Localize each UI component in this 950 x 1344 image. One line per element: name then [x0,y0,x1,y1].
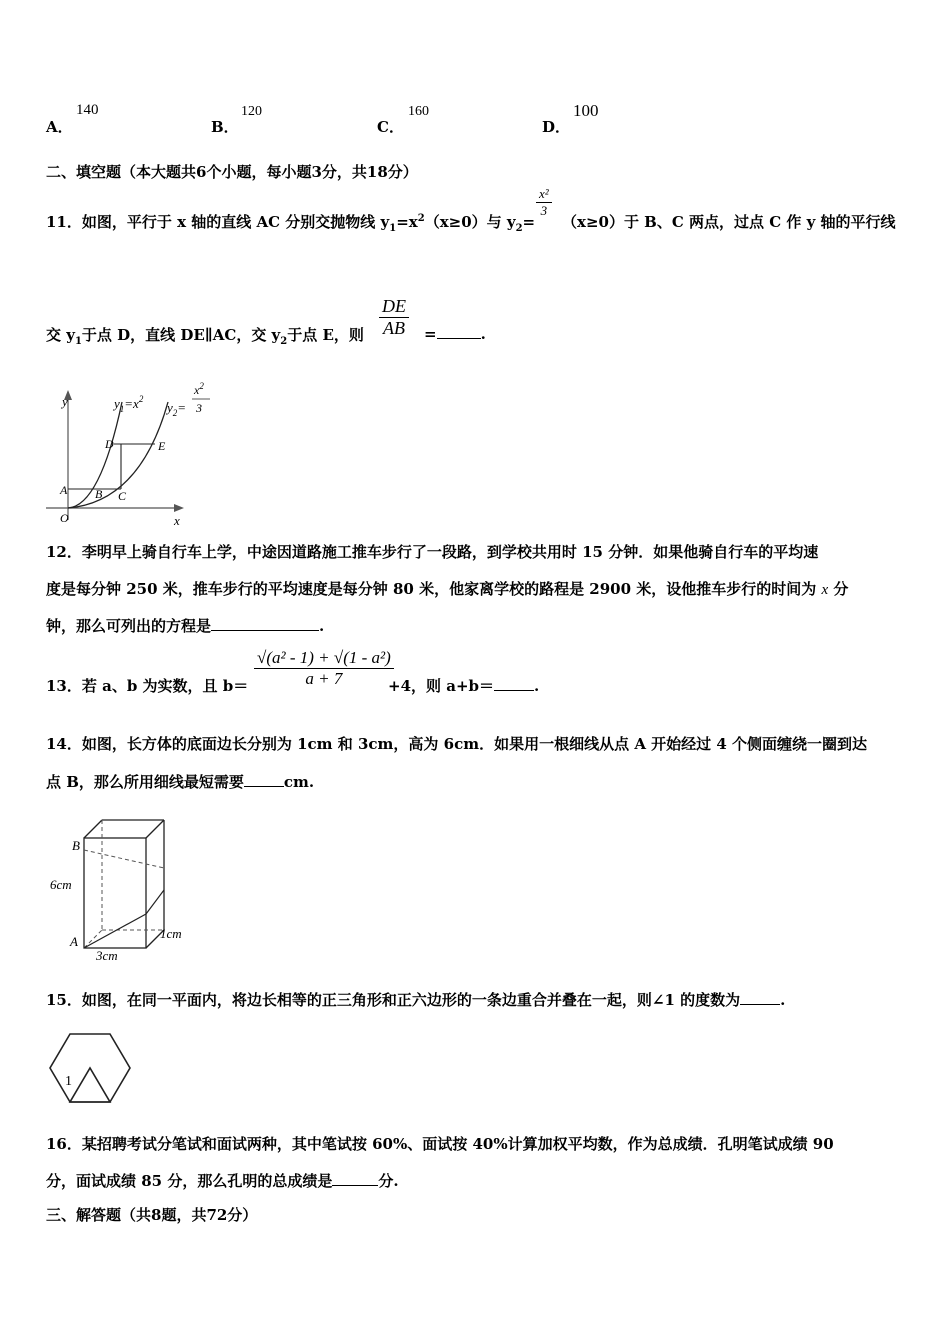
option-c: C． [377,118,404,136]
triangle [70,1068,110,1102]
curve2-num: $x^2$ [194,381,204,397]
q11-fraction: $\frac{\text{x²}}{3}$ [536,186,552,219]
height-label: 6cm [50,877,72,892]
q15-blank[interactable] [740,990,780,1005]
angle-1-label: 1 [65,1074,72,1089]
x-label: x [174,513,180,528]
point-c-label: C [118,489,127,503]
q12-line3: 钟，那么可列出的方程是 . [46,617,325,635]
q11-graph-figure [40,380,220,530]
option-a-value: 140 [76,102,99,118]
q16-line1: 16．某招聘考试分笔试和面试两种，其中笔试按 60%、面试按 40%计算加权平均数，作为总成绩．孔明笔试成绩 90 [46,1135,834,1153]
q12-blank[interactable] [211,616,319,631]
q13-prefix: 13．若 a、b 为实数，且 b＝ [46,677,249,695]
option-c-value: 160 [408,104,429,119]
q12-line1: 12．李明早上骑自行车上学，中途因道路施工推车步行了一段路，到学校共用时 15 分钟．如果他骑自行车的平均速 [46,543,819,561]
point-b-label: B [95,487,103,501]
q14-line2: 点 B，那么所用细线最短需要 cm. [46,773,315,791]
q16-line2: 分，面试成绩 85 分，那么孔明的总成绩是 分. [46,1172,399,1190]
y-label: y [62,394,68,409]
origin-label: O [60,511,69,525]
q11-line2: 交 $y_1$于点 D，直线 DE∥AC，交 $y_2$于点 E，则 [46,326,364,347]
point-e-label: E [158,439,166,453]
width-label: 3cm [96,948,118,963]
curve2-den: 3 [196,401,202,415]
point-d-label: D [105,437,114,451]
q14-line1: 14．如图，长方体的底面边长分别为 1cm 和 3cm，高为 6cm．如果用一根细线从点 A 开始经过 4 个侧面缠绕一圈到达 [46,735,868,753]
q11-line1-tail: （x≥0）于 B、C 两点，过点 C 作 y 轴的平行线 [562,213,896,231]
thread-back [84,850,164,868]
thread-front [84,914,146,948]
option-d-value: 100 [573,101,599,120]
point-a-label: A [70,934,78,949]
q11-line1: 11．如图，平行于 x 轴的直线 AC 分别交抛物线 $y_1=x^2(x\ge 0)$与 $y_2=$ [46,213,536,234]
curve1-label: $y_1=x^2$ [114,394,144,414]
q14-cuboid-figure [44,812,204,964]
q15-hexagon-figure [44,1030,136,1110]
option-b-value: 120 [241,104,262,119]
option-b: B． [211,118,239,136]
point-b-label: B [72,838,80,853]
q11-ratio: $\frac{DE}{AB}$ [379,296,409,339]
section-3-heading: 三、解答题（共8题，共72分） [46,1206,258,1224]
q13-suffix: +4，则 a+b＝ . [388,677,540,695]
q15-text: 15．如图，在同一平面内，将边长相等的正三角形和正六边形的一条边重合并叠在一起，则∠1 的度数为 . [46,991,786,1009]
point-a-label: A [60,483,68,497]
q16-blank[interactable] [332,1171,378,1186]
curve2-label: $y_2=$ [167,400,187,418]
thread-side [146,890,164,914]
x-axis-arrow [174,504,184,512]
q14-blank[interactable] [244,772,284,787]
q13-fraction: $\frac{\text{√(a² - 1) + √(1 - a²)}}{a + 7}$ [254,648,394,689]
section-2-heading: 二、填空题（本大题共6个小题，每小题3分，共18分） [46,163,418,181]
q13-blank[interactable] [494,676,534,691]
option-a: A． [46,118,73,136]
depth-label: 1cm [160,926,182,941]
q11-blank[interactable] [437,324,481,339]
q12-line2: 度是每分钟 250 米，推车步行的平均速度是每分钟 80 米，他家离学校的路程是 2900 米，设他推车步行的时间为 x 分 [46,580,849,598]
option-d: D． [542,118,571,136]
q11-answer: = . [424,325,486,343]
